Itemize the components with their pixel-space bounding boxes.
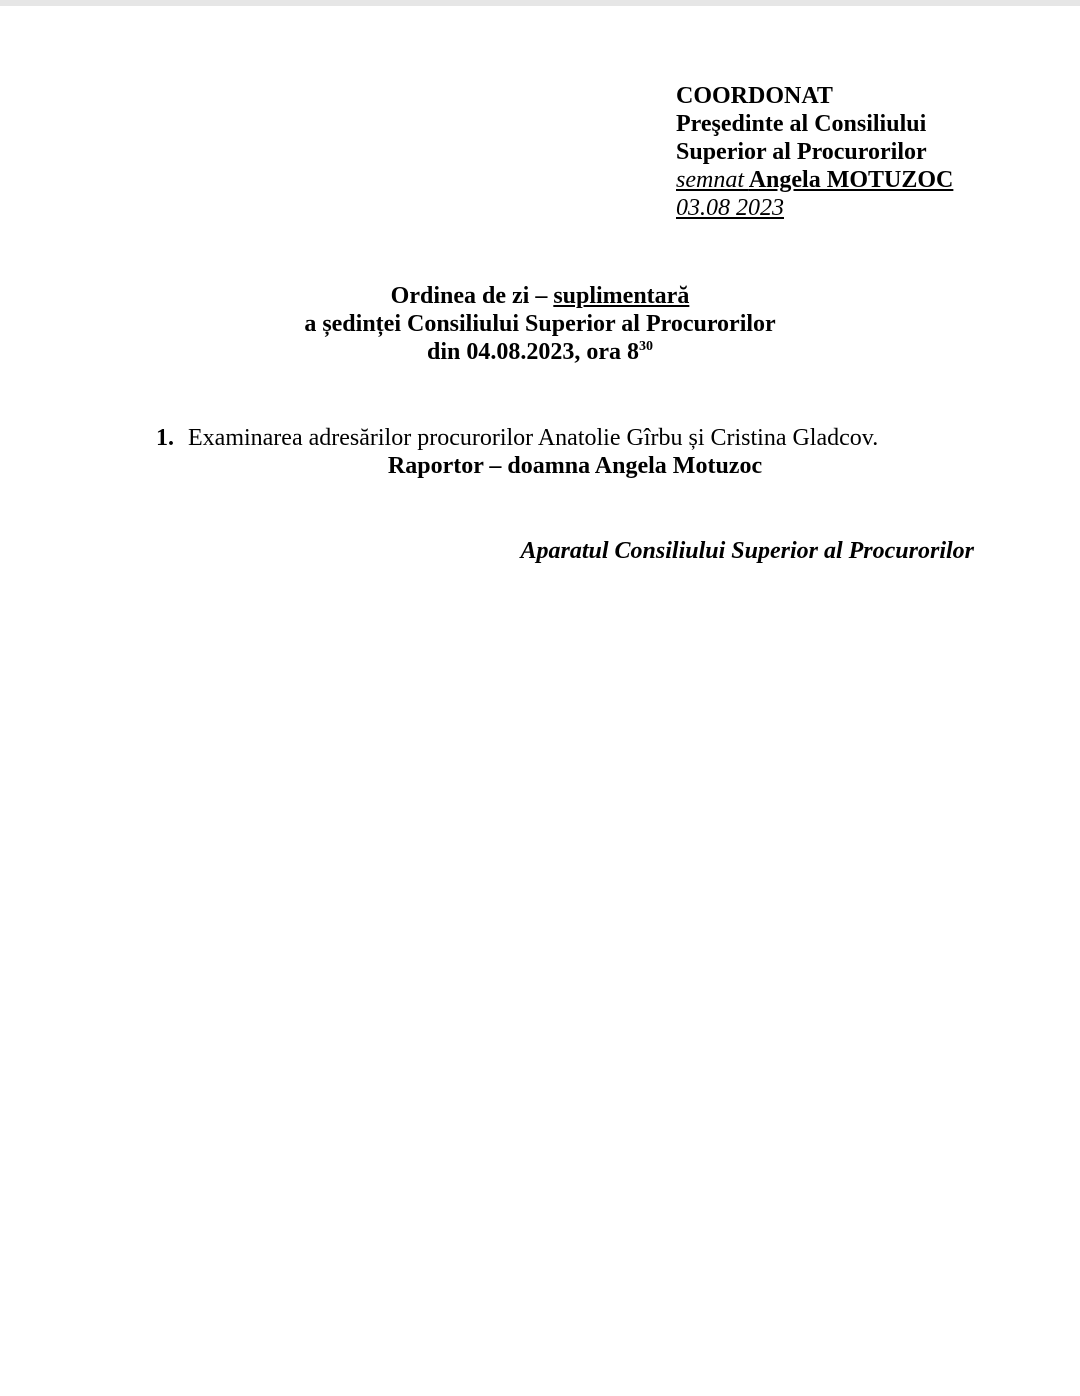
document-heading — [0, 282, 1080, 366]
approval-signature-line — [676, 166, 953, 194]
signatory-name: Angela MOTUZOC — [748, 167, 954, 193]
agenda-item-reporter: Raportor – doamna Angela Motuzoc — [387, 453, 763, 479]
agenda-item-text: Examinarea adresărilor procurorilor Anatolie Gîrbu și Cristina Gladcov. — [188, 425, 879, 451]
heading-line3 — [0, 338, 1080, 366]
heading-line1 — [0, 282, 1080, 310]
approval-date: 03.08 2023 — [676, 195, 784, 221]
agenda-item — [156, 424, 878, 452]
approval-title-line2: Superior al Procurorilor — [676, 139, 927, 165]
approval-title-line1: Preşedinte al Consiliului — [676, 111, 927, 137]
approval-status: COORDONAT — [676, 83, 833, 109]
heading-date-time: din 04.08.2023, ora 8 — [426, 339, 639, 365]
heading-emphasis: suplimentară — [553, 283, 690, 309]
heading-line2: a ședinței Consiliului Superior al Procurorilor — [304, 311, 776, 337]
approval-block — [676, 82, 953, 222]
top-border-strip — [0, 0, 1080, 6]
heading-time-minutes: 30 — [639, 339, 653, 354]
agenda-item-number: 1. — [156, 425, 174, 451]
issuer-signature: Aparatul Consiliului Superior al Procurorilor — [520, 538, 974, 564]
signed-word: semnat — [676, 167, 744, 193]
heading-prefix: Ordinea de zi – — [390, 283, 554, 309]
